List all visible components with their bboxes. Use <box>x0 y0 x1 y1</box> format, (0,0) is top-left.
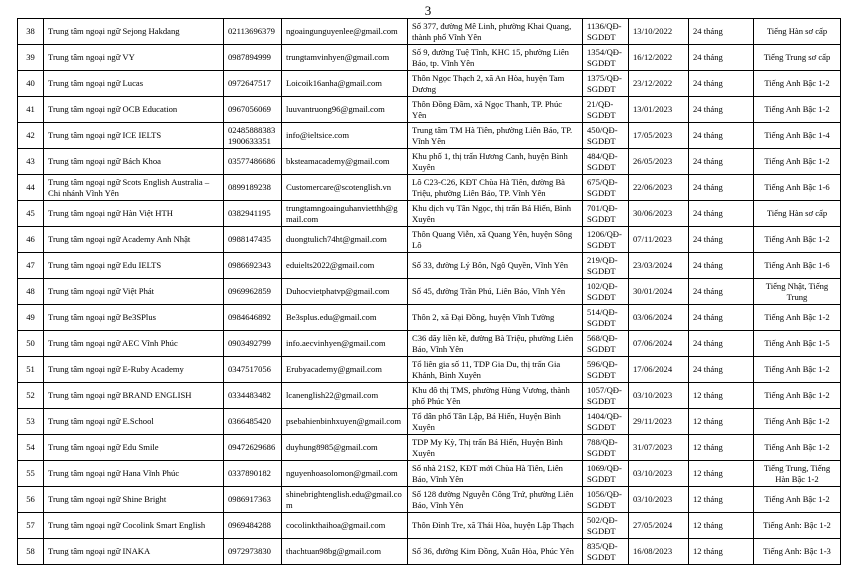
issue-date-cell: 13/10/2022 <box>629 19 689 45</box>
decision-number-cell: 568/QĐ-SGDĐT <box>583 331 629 357</box>
table-row <box>18 201 841 227</box>
issue-date-cell: 17/06/2024 <box>629 357 689 383</box>
license-term-cell: 24 tháng <box>689 71 754 97</box>
decision-number-cell: 596/QĐ-SGDĐT <box>583 357 629 383</box>
phone-number-cell: 0988147435 <box>224 227 282 253</box>
row-number-cell: 57 <box>18 513 44 539</box>
program-cell: Tiếng Anh Bậc 1-2 <box>754 227 841 253</box>
program-cell: Tiếng Anh Bậc 1-5 <box>754 331 841 357</box>
license-term-cell: 24 tháng <box>689 227 754 253</box>
center-name-cell: Trung tâm ngoại ngữ Edu Smile <box>44 435 224 461</box>
issue-date-cell: 23/12/2022 <box>629 71 689 97</box>
phone-number-cell: 09472629686 <box>224 435 282 461</box>
table-body <box>18 19 841 565</box>
license-term-cell: 24 tháng <box>689 331 754 357</box>
program-cell: Tiếng Anh Bậc 1-2 <box>754 71 841 97</box>
center-name-cell: Trung tâm ngoại ngữ Sejong Hakdang <box>44 19 224 45</box>
table-row <box>18 435 841 461</box>
table-row <box>18 149 841 175</box>
row-number-cell: 51 <box>18 357 44 383</box>
program-cell: Tiếng Hàn sơ cấp <box>754 201 841 227</box>
address-cell: Khu đô thị TMS, phường Hùng Vương, thành phố Phúc Yên <box>408 383 583 409</box>
table-row <box>18 357 841 383</box>
email-address-cell: Be3splus.edu@gmail.com <box>282 305 408 331</box>
row-number-cell: 47 <box>18 253 44 279</box>
center-name-cell: Trung tâm ngoại ngữ Be3SPlus <box>44 305 224 331</box>
decision-number-cell: 788/QĐ-SGDĐT <box>583 435 629 461</box>
row-number-cell: 44 <box>18 175 44 201</box>
phone-number-cell: 0903492799 <box>224 331 282 357</box>
address-cell: Thôn Ngọc Thạch 2, xã An Hòa, huyện Tam Dương <box>408 71 583 97</box>
row-number-cell: 46 <box>18 227 44 253</box>
issue-date-cell: 03/10/2023 <box>629 383 689 409</box>
phone-number-cell: 0972647517 <box>224 71 282 97</box>
decision-number-cell: 1375/QĐ-SGDĐT <box>583 71 629 97</box>
table-row <box>18 45 841 71</box>
table-row <box>18 383 841 409</box>
decision-number-cell: 1057/QĐ-SGDĐT <box>583 383 629 409</box>
phone-number-cell: 0382941195 <box>224 201 282 227</box>
center-name-cell: Trung tâm ngoại ngữ INAKA <box>44 539 224 565</box>
license-term-cell: 24 tháng <box>689 97 754 123</box>
license-term-cell: 24 tháng <box>689 45 754 71</box>
license-term-cell: 24 tháng <box>689 123 754 149</box>
email-address-cell: luuvantruong96@gmail.com <box>282 97 408 123</box>
email-address-cell: Duhocvietphatvp@gmail.com <box>282 279 408 305</box>
page-number: 3 <box>424 3 432 18</box>
address-cell: Tổ liên gia số 11, TDP Gia Du, thị trấn Gia Khánh, Bình Xuyên <box>408 357 583 383</box>
license-term-cell: 24 tháng <box>689 201 754 227</box>
decision-number-cell: 1056/QĐ-SGDĐT <box>583 487 629 513</box>
table-row <box>18 461 841 487</box>
program-cell: Tiếng Anh: Bậc 1-2 <box>754 513 841 539</box>
license-term-cell: 24 tháng <box>689 253 754 279</box>
center-name-cell: Trung tâm ngoại ngữ Academy Anh Nhật <box>44 227 224 253</box>
address-cell: Số 377, đường Mê Linh, phường Khai Quang, thành phố Vĩnh Yên <box>408 19 583 45</box>
center-name-cell: Trung tâm ngoại ngữ BRAND ENGLISH <box>44 383 224 409</box>
table-row <box>18 539 841 565</box>
decision-number-cell: 1206/QĐ-SGDĐT <box>583 227 629 253</box>
row-number-cell: 48 <box>18 279 44 305</box>
license-term-cell: 24 tháng <box>689 175 754 201</box>
issue-date-cell: 29/11/2023 <box>629 409 689 435</box>
center-name-cell: Trung tâm ngoại ngữ Shine Bright <box>44 487 224 513</box>
email-address-cell: cocolinkthaihoa@gmail.com <box>282 513 408 539</box>
table-row <box>18 305 841 331</box>
phone-number-cell: 0334483482 <box>224 383 282 409</box>
address-cell: Khu dịch vụ Tân Ngọc, thị trấn Bá Hiến, Bình Xuyên <box>408 201 583 227</box>
email-address-cell: bksteamacademy@gmail.com <box>282 149 408 175</box>
decision-number-cell: 835/QĐ-SGDĐT <box>583 539 629 565</box>
issue-date-cell: 31/07/2023 <box>629 435 689 461</box>
issue-date-cell: 16/08/2023 <box>629 539 689 565</box>
license-term-cell: 12 tháng <box>689 513 754 539</box>
program-cell: Tiếng Anh Bậc 1-6 <box>754 253 841 279</box>
email-address-cell: info@ieltsice.com <box>282 123 408 149</box>
issue-date-cell: 16/12/2022 <box>629 45 689 71</box>
table-row <box>18 487 841 513</box>
address-cell: Số 128 đường Nguyễn Công Trứ, phường Liên Bảo, Vĩnh Yên <box>408 487 583 513</box>
issue-date-cell: 26/05/2023 <box>629 149 689 175</box>
email-address-cell: thachtuan98bg@gmail.com <box>282 539 408 565</box>
phone-number-cell: 0366485420 <box>224 409 282 435</box>
email-address-cell: lcanenglish22@gmail.com <box>282 383 408 409</box>
email-address-cell: duongtulich74ht@gmail.com <box>282 227 408 253</box>
program-cell: Tiếng Trung sơ cấp <box>754 45 841 71</box>
license-term-cell: 24 tháng <box>689 305 754 331</box>
issue-date-cell: 23/03/2024 <box>629 253 689 279</box>
decision-number-cell: 502/QĐ-SGDĐT <box>583 513 629 539</box>
email-address-cell: eduielts2022@gmail.com <box>282 253 408 279</box>
phone-number-cell: 0972973830 <box>224 539 282 565</box>
program-cell: Tiếng Anh Bậc 1-4 <box>754 123 841 149</box>
email-address-cell: trungtamvinhyen@gmail.com <box>282 45 408 71</box>
email-address-cell: shinebrightenglish.edu@gmail.com <box>282 487 408 513</box>
center-name-cell: Trung tâm ngoại ngữ VY <box>44 45 224 71</box>
center-name-cell: Trung tâm ngoại ngữ OCB Education <box>44 97 224 123</box>
decision-number-cell: 514/QĐ-SGDĐT <box>583 305 629 331</box>
issue-date-cell: 17/05/2023 <box>629 123 689 149</box>
decision-number-cell: 1136/QĐ-SGDĐT <box>583 19 629 45</box>
table-row <box>18 97 841 123</box>
address-cell: Thôn Đồng Đầm, xã Ngọc Thanh, TP. Phúc Yên <box>408 97 583 123</box>
license-term-cell: 12 tháng <box>689 461 754 487</box>
email-address-cell: Erubyacademy@gmail.com <box>282 357 408 383</box>
center-name-cell: Trung tâm ngoại ngữ Hana Vĩnh Phúc <box>44 461 224 487</box>
row-number-cell: 53 <box>18 409 44 435</box>
row-number-cell: 41 <box>18 97 44 123</box>
program-cell: Tiếng Anh Bậc 1-2 <box>754 357 841 383</box>
address-cell: C36 dãy liền kề, đường Bà Triệu, phường Liên Bảo, Vĩnh Yên <box>408 331 583 357</box>
decision-number-cell: 450/QĐ-SGDĐT <box>583 123 629 149</box>
license-term-cell: 12 tháng <box>689 435 754 461</box>
license-term-cell: 12 tháng <box>689 383 754 409</box>
program-cell: Tiếng Anh Bậc 1-2 <box>754 435 841 461</box>
row-number-cell: 50 <box>18 331 44 357</box>
table-row <box>18 175 841 201</box>
center-name-cell: Trung tâm ngoại ngữ AEC Vĩnh Phúc <box>44 331 224 357</box>
address-cell: Số nhà 21S2, KĐT mới Chùa Hà Tiên, Liên Bảo, Vĩnh Yên <box>408 461 583 487</box>
center-name-cell: Trung tâm ngoại ngữ E.School <box>44 409 224 435</box>
row-number-cell: 38 <box>18 19 44 45</box>
address-cell: Số 33, đường Lý Bôn, Ngô Quyền, Vĩnh Yên <box>408 253 583 279</box>
phone-number-cell: 0986692343 <box>224 253 282 279</box>
program-cell: Tiếng Anh Bậc 1-2 <box>754 149 841 175</box>
center-name-cell: Trung tâm ngoại ngữ Bách Khoa <box>44 149 224 175</box>
license-term-cell: 12 tháng <box>689 409 754 435</box>
email-address-cell: Loicoik16anha@gmail.com <box>282 71 408 97</box>
address-cell: Thôn Đình Tre, xã Thái Hòa, huyện Lập Thạch <box>408 513 583 539</box>
email-address-cell: Customercare@scotenglish.vn <box>282 175 408 201</box>
row-number-cell: 45 <box>18 201 44 227</box>
issue-date-cell: 27/05/2024 <box>629 513 689 539</box>
email-address-cell: nguyenhoasolomon@gmail.com <box>282 461 408 487</box>
issue-date-cell: 07/06/2024 <box>629 331 689 357</box>
center-name-cell: Trung tâm ngoại ngữ ICE IELTS <box>44 123 224 149</box>
license-term-cell: 24 tháng <box>689 357 754 383</box>
decision-number-cell: 484/QĐ-SGDĐT <box>583 149 629 175</box>
address-cell: Số 36, đường Kim Đồng, Xuân Hòa, Phúc Yên <box>408 539 583 565</box>
phone-number-cell: 03577486686 <box>224 149 282 175</box>
decision-number-cell: 219/QĐ-SGDĐT <box>583 253 629 279</box>
row-number-cell: 49 <box>18 305 44 331</box>
decision-number-cell: 675/QĐ-SGDĐT <box>583 175 629 201</box>
address-cell: TDP My Kỳ, Thị trấn Bá Hiến, Huyện Bình Xuyên <box>408 435 583 461</box>
phone-number-cell: 02113696379 <box>224 19 282 45</box>
center-name-cell: Trung tâm ngoại ngữ Lucas <box>44 71 224 97</box>
email-address-cell: duyhung8985@gmail.com <box>282 435 408 461</box>
table-row <box>18 513 841 539</box>
email-address-cell: info.aecvinhyen@gmail.com <box>282 331 408 357</box>
email-address-cell: ngoaingunguyenlee@gmail.com <box>282 19 408 45</box>
decision-number-cell: 1404/QĐ-SGDĐT <box>583 409 629 435</box>
issue-date-cell: 30/06/2023 <box>629 201 689 227</box>
center-name-cell: Trung tâm ngoại ngữ Cocolink Smart English <box>44 513 224 539</box>
license-term-cell: 24 tháng <box>689 149 754 175</box>
row-number-cell: 39 <box>18 45 44 71</box>
phone-number-cell: 0337890182 <box>224 461 282 487</box>
address-cell: Lô C23-C26, KĐT Chùa Hà Tiên, đường Bà Triệu, phường Liên Bảo, TP. Vĩnh Yên <box>408 175 583 201</box>
table-row <box>18 409 841 435</box>
phone-number-cell: 02485888383 1900633351 <box>224 123 282 149</box>
row-number-cell: 42 <box>18 123 44 149</box>
issue-date-cell: 07/11/2023 <box>629 227 689 253</box>
center-name-cell: Trung tâm ngoại ngữ Hàn Việt HTH <box>44 201 224 227</box>
address-cell: Thôn Quang Viễn, xã Quang Yên, huyện Sông Lô <box>408 227 583 253</box>
row-number-cell: 54 <box>18 435 44 461</box>
issue-date-cell: 03/06/2024 <box>629 305 689 331</box>
table-row <box>18 19 841 45</box>
table-row <box>18 227 841 253</box>
phone-number-cell: 0967056069 <box>224 97 282 123</box>
row-number-cell: 43 <box>18 149 44 175</box>
issue-date-cell: 03/10/2023 <box>629 461 689 487</box>
table-row <box>18 123 841 149</box>
row-number-cell: 52 <box>18 383 44 409</box>
phone-number-cell: 0347517056 <box>224 357 282 383</box>
issue-date-cell: 22/06/2023 <box>629 175 689 201</box>
email-address-cell: psebahienbinhxuyen@gmail.com <box>282 409 408 435</box>
center-name-cell: Trung tâm ngoại ngữ Scots English Australia – Chi nhánh Vĩnh Yên <box>44 175 224 201</box>
table-row <box>18 331 841 357</box>
table-row <box>18 253 841 279</box>
program-cell: Tiếng Anh Bậc 1-6 <box>754 175 841 201</box>
program-cell: Tiếng Hàn sơ cấp <box>754 19 841 45</box>
decision-number-cell: 102/QĐ-SGDĐT <box>583 279 629 305</box>
program-cell: Tiếng Anh Bậc 1-2 <box>754 487 841 513</box>
license-term-cell: 24 tháng <box>689 279 754 305</box>
address-cell: Khu phố 1, thị trấn Hương Canh, huyện Bình Xuyên <box>408 149 583 175</box>
decision-number-cell: 1069/QĐ-SGDĐT <box>583 461 629 487</box>
license-term-cell: 12 tháng <box>689 487 754 513</box>
email-address-cell: trungtamngoainguhanvietthh@gmail.com <box>282 201 408 227</box>
phone-number-cell: 0984646892 <box>224 305 282 331</box>
program-cell: Tiếng Trung, Tiếng Hàn Bậc 1-2 <box>754 461 841 487</box>
program-cell: Tiếng Anh Bậc 1-2 <box>754 97 841 123</box>
program-cell: Tiếng Anh Bậc 1-2 <box>754 409 841 435</box>
decision-number-cell: 21/QĐ-SGDĐT <box>583 97 629 123</box>
license-term-cell: 12 tháng <box>689 539 754 565</box>
phone-number-cell: 0969484288 <box>224 513 282 539</box>
program-cell: Tiếng Anh Bậc 1-2 <box>754 305 841 331</box>
address-cell: Số 9, đường Tuệ Tĩnh, KHC 15, phường Liên Bảo, tp. Vĩnh Yên <box>408 45 583 71</box>
table-row <box>18 71 841 97</box>
address-cell: Số 45, đường Trần Phú, Liên Bảo, Vĩnh Yên <box>408 279 583 305</box>
issue-date-cell: 13/01/2023 <box>629 97 689 123</box>
phone-number-cell: 0969962859 <box>224 279 282 305</box>
center-name-cell: Trung tâm ngoại ngữ Việt Phát <box>44 279 224 305</box>
phone-number-cell: 0986917363 <box>224 487 282 513</box>
program-cell: Tiếng Nhật, Tiếng Trung <box>754 279 841 305</box>
row-number-cell: 40 <box>18 71 44 97</box>
issue-date-cell: 03/10/2023 <box>629 487 689 513</box>
address-cell: Tổ dân phố Tân Lập, Bá Hiến, Huyện Bình Xuyên <box>408 409 583 435</box>
row-number-cell: 58 <box>18 539 44 565</box>
language-center-table <box>17 18 841 565</box>
phone-number-cell: 0899189238 <box>224 175 282 201</box>
program-cell: Tiếng Anh Bậc 1-2 <box>754 383 841 409</box>
row-number-cell: 56 <box>18 487 44 513</box>
issue-date-cell: 30/01/2024 <box>629 279 689 305</box>
decision-number-cell: 1354/QĐ-SGDĐT <box>583 45 629 71</box>
license-term-cell: 24 tháng <box>689 19 754 45</box>
center-name-cell: Trung tâm ngoại ngữ Edu IELTS <box>44 253 224 279</box>
row-number-cell: 55 <box>18 461 44 487</box>
phone-number-cell: 0987894999 <box>224 45 282 71</box>
decision-number-cell: 701/QĐ-SGDĐT <box>583 201 629 227</box>
center-name-cell: Trung tâm ngoại ngữ E-Ruby Academy <box>44 357 224 383</box>
address-cell: Thôn 2, xã Đại Đồng, huyện Vĩnh Tường <box>408 305 583 331</box>
address-cell: Trung tâm TM Hà Tiên, phường Liên Bảo, TP. Vĩnh Yên <box>408 123 583 149</box>
table-row <box>18 279 841 305</box>
program-cell: Tiếng Anh: Bậc 1-3 <box>754 539 841 565</box>
